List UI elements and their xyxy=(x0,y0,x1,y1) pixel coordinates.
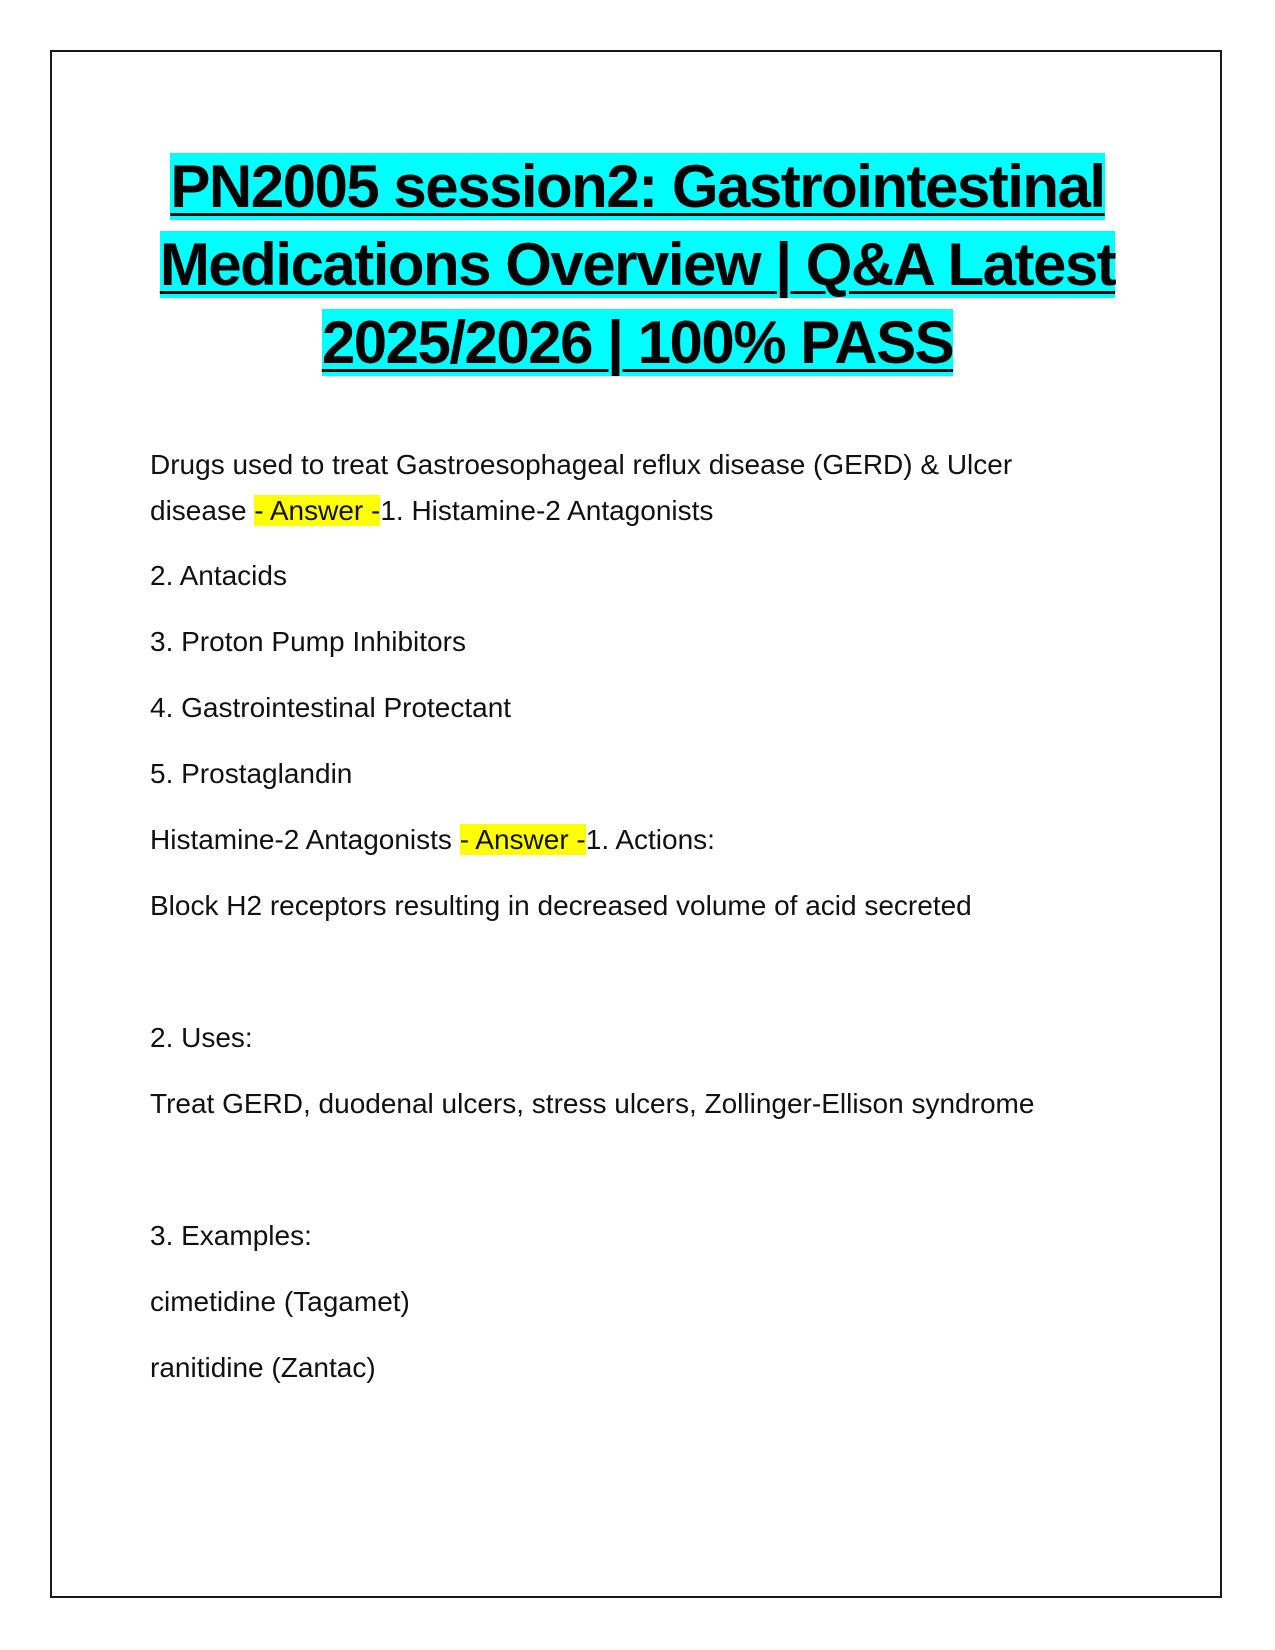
list-item: cimetidine (Tagamet) xyxy=(150,1286,410,1317)
title-line-1: PN2005 session2: Gastrointestinal xyxy=(170,153,1105,220)
q1-question-line-1 xyxy=(150,445,1012,485)
answer-marker: - Answer - xyxy=(254,495,381,526)
list-item: 4. Gastrointestinal Protectant xyxy=(150,692,512,723)
q1-answer-start: 1. Histamine-2 Antagonists xyxy=(380,495,714,526)
q2-answer-start: 1. Actions: xyxy=(585,824,715,855)
q1-question-text: Drugs used to treat Gastroesophageal reflux disease (GERD) & Ulcer xyxy=(150,449,1013,480)
list-item: 2. Antacids xyxy=(150,560,287,591)
q1-question-tail: disease xyxy=(150,495,255,526)
q2-uses-label: 2. Uses: xyxy=(150,1022,253,1053)
q2-examples-label: 3. Examples: xyxy=(150,1220,312,1251)
q2-uses-text: Treat GERD, duodenal ulcers, stress ulcers, Zollinger-Ellison syndrome xyxy=(150,1088,1035,1119)
list-item: 3. Proton Pump Inhibitors xyxy=(150,626,466,657)
q2-actions-text: Block H2 receptors resulting in decreased volume of acid secreted xyxy=(150,890,972,921)
q2-question-text: Histamine-2 Antagonists xyxy=(150,824,460,855)
title-line-3: 2025/2026 | 100% PASS xyxy=(321,309,954,376)
document-title xyxy=(100,148,1175,382)
answer-marker: - Answer - xyxy=(459,824,586,855)
q2-question-line xyxy=(150,820,715,860)
q1-question-line-2 xyxy=(150,491,713,531)
title-line-2: Medications Overview | Q&A Latest xyxy=(159,231,1116,298)
list-item: 5. Prostaglandin xyxy=(150,758,353,789)
list-item: ranitidine (Zantac) xyxy=(150,1352,376,1383)
